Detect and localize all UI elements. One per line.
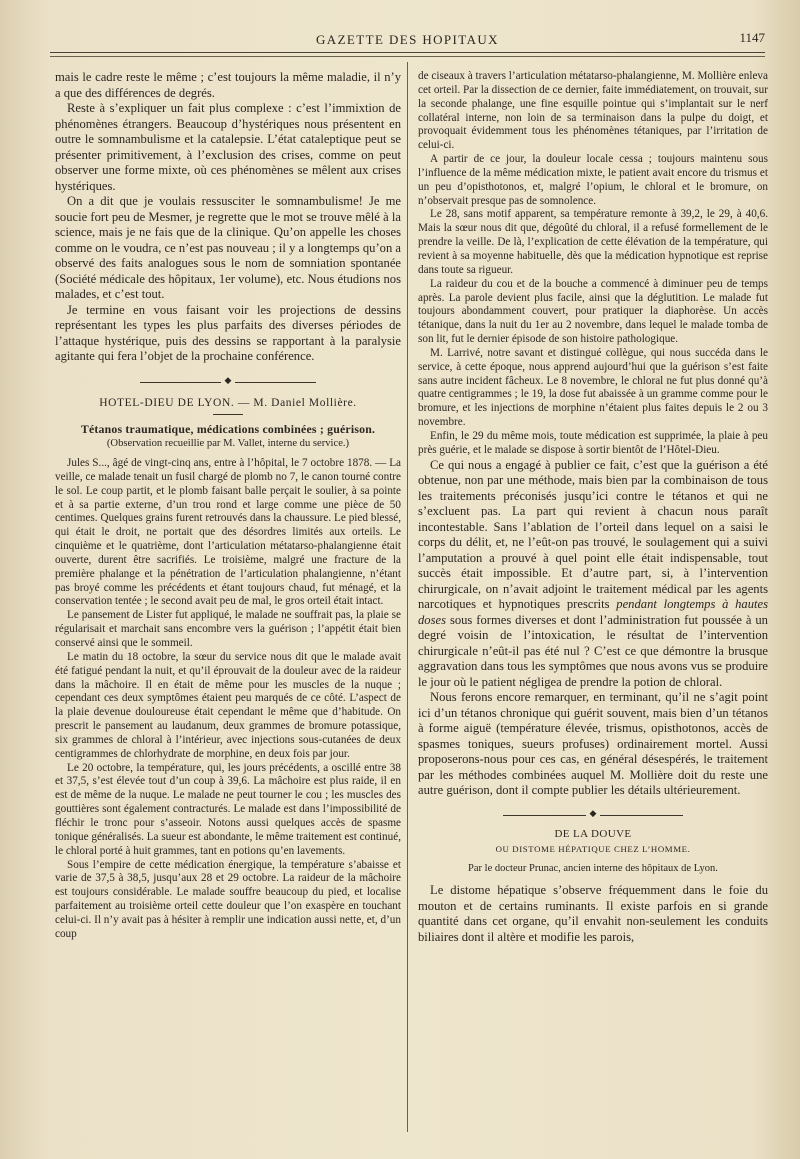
paragraph: On a dit que je voulais ressusciter le somnambulisme! Je me soucie fort peu de Mesmer, je regrette que le mot se trouve mêlé à la science, mais je ne fais que de la clinique. Qu’on appelle les choses comme on le voudra, ce n’est pas nouveau ; il y a longtemps qu’on a observé des faits analogues sous le nom de somniation spontanée (Société médicale des hôpitaux, 1er volume), etc. Nous étudions nos malades, et c’est tout. xyxy=(55,194,401,301)
paragraph: Reste à s’expliquer un fait plus complexe : c’est l’immixtion de phénomènes étrangers. Beaucoup d’hystériques nous présentent en outre le somnambulisme et la catalepsie. L’état cataleptique peut se présenter primitivement, à l’exclusion des crises, comme on peut observer une forme mixte, où ces phénomènes se mêlent aux crises hystériques. xyxy=(55,101,401,193)
paragraph: Le pansement de Lister fut appliqué, le malade ne souffrait pas, la plaie se régularisait et marchait sans encombre vers la guérison ; l’appétit était bien conservé ainsi que le sommeil. xyxy=(55,609,401,649)
section-title: HOTEL-DIEU DE LYON. — M. Daniel Mollière. xyxy=(99,396,357,409)
right-column xyxy=(418,70,768,945)
paragraph-text: Ce qui nous a engagé à publier ce fait, c’est que la guérison a été obtenue, non par une méthode, mais bien par la combinaison de tous les traitements préconisés jusqu’ici contre le tétanos et qui ne s’excluent pas. La part qui revient à chacun nous paraît incontestable. Sans l’ablation de l’orteil dans lequel on a saisi le corps du délit, et, ne l’eût-on pas trouvé, le soulagement qui a suivi l’amputation a prouvé à quel point elle était indispensable, tout succès était impossible. Et d’autre part, si, à l’intervention chirurgicale, on n’avait adjoint le traitement médical par les agents narcotiques et hypnotiques prescrits xyxy=(418,457,768,612)
paragraph: Nous ferons encore remarquer, en terminant, qu’il ne s’agit point ici d’un tétanos chronique qui guérit souvent, mais bien d’un tétanos à forme aiguë (température élevée, trismus, opisthotonos, accès de spasmes toniques, sueurs profuses) ordinairement mortel. Aussi proposerons-nous pour ces cas, en général désespérés, le traitement par les méthodes combinées auquel M. Mollière doit du reste une autre guérison, dont il compte publier les détails ultérieurement. xyxy=(418,690,768,798)
separator-ornament: ◆ xyxy=(418,806,768,824)
journal-title: GAZETTE DES HOPITAUX xyxy=(316,32,499,47)
paragraph: Le matin du 18 octobre, la sœur du service nous dit que le malade avait été fatigué pendant la nuit, et qu’il éprouvait de la douleur avec de la raideur dans la mâchoire. Il en était de même pour les muscles de la nuque ; cependant ces deux symptômes étaient peu marqués de ce côté. L’aspect de la plaie devenue douloureuse était cependant le même que d’habitude. On prescrit le pansement au laudanum, deux grammes de bromure potassique, six grammes de chloral à l’intérieur, avec injections sous-cutanées de deux centigrammes de chlorhydrate de morphine, en deux fois par jour. xyxy=(55,650,401,760)
paragraph: Je termine en vous faisant voir les projections de dessins représentant les types les plus parfaits des diverses périodes de l’attaque hystérique, puis des dessins se rapportant à la paralysie agitante qui fera l’objet de la prochaine conférence. xyxy=(55,302,401,363)
paragraph: La raideur du cou et de la bouche a commencé à diminuer peu de temps après. La parole devient plus facile, ainsi que la déglutition. Le malade fut toujours abondamment couvert, pour pratiquer la diaphorèse. Un accès tétanique, dans la nuit du 1er au 2 novembre, dans lequel le malade tomba de son lit, fut le dernier épisode de son histoire pathologique. xyxy=(418,277,768,346)
case-subtitle: (Observation recueillie par M. Vallet, interne du service.) xyxy=(106,438,350,450)
paragraph: Sous l’empire de cette médication énergique, la température s’abaisse et varie de 37,5 à 38,5, jusqu’aux 28 et 29 octobre. La raideur de la mâchoire est toujours considérable. Le malade souffre beaucoup du pied, et localise parfaitement au troisième orteil cette douleur que l’on exaspère en touchant celui-ci. Il n’y avait pas à hésiter à remplir une indication aussi nette, et, d’un coup xyxy=(55,858,401,940)
article-heading: DE LA DOUVE xyxy=(554,827,632,840)
page-number: 1147 xyxy=(739,30,765,45)
paragraph: Enfin, le 29 du même mois, toute médication est supprimée, la plaie à peu près guérie, et le malade se dispose à sortir bientôt de l’Hôtel-Dieu. xyxy=(418,429,768,456)
separator-ornament: ◆ xyxy=(55,373,401,391)
paragraph: M. Larrivé, notre savant et distingué collègue, qui nous succéda dans le service, à cette époque, nous apprend aujourd’hui que la guérison s’est faite sans autre incident fâcheux. Le 8 novembre, le chloral ne fut plus donné qu’à quatre centigrammes ; le 19, la dose fut abaissée à un gramme comme pour le bromure, et les injections de morphine n’étaient plus faites depuis le 2 ou 3 novembre. xyxy=(418,346,768,429)
paragraph: Le 20 octobre, la température, qui, les jours précédents, a oscillé entre 38 et 37,5, s’est élevée tout d’un coup à 39,6. La mâchoire est plus raide, il en est de même de la nuque. Le malade ne peut tourner le cou ; les muscles des gouttières sont également contracturés. Le malade est dans l’impossibilité de fléchir le tronc pour s’asseoir. Notons aussi quelques accès de spasme tonique généralisés. La sueur est abondante, le même traitement est continué, le chloral porté à huit grammes, tant en potions qu’en lavements. xyxy=(55,761,401,857)
header-rule xyxy=(50,56,765,57)
short-rule xyxy=(213,414,243,415)
paragraph-text: sous formes diverses et dont l’administration fut poussée à un degré voisin de l’intoxication, le résultat de l’intervention chirurgicale n’eût-il pas été nul ? C’est ce que démontre la brusque aggravation dans tous les symptômes que nous avons vus se produire le jour où le patient négligea de prendre la potion de chloral. xyxy=(418,612,768,689)
case-title: Tétanos traumatique, médications combinées ; guérison. xyxy=(80,422,376,437)
paragraph: Jules S..., âgé de vingt-cinq ans, entre à l’hôpital, le 7 octobre 1878. — La veille, ce malade tenait un fusil chargé de plomb no 7, le canon tourné contre le sol. Le coup partit, et le plomb faisant balle perçait le soulier, à sa pointe et à sa partie externe, d’un trou rond et large comme une pièce de 50 centimes. Quelques grains furent retrouvés dans la chaussure. Le pied blessé, qui était le droit, ne portait que des désordres limités aux orteils. Le cinquième et le quatrième, dont l’articulation métatarso-phalangienne était ouverte, durent être sacrifiés. Le troisième, malgré une fracture de la première phalange et la pénétration de l’articulation phalangienne, n’étant pas broyé comme les précédents et étant toujours chaud, fut ménagé, et la conservation tentée ; le second avait peu de mal, le gros orteil était intact. xyxy=(55,457,401,608)
paragraph: Le 28, sans motif apparent, sa température remonte à 39,2, le 29, à 40,6. Mais la sœur nous dit que, dégoûté du chloral, il a refusé formellement de le prendre la veille. De là, l’explication de cette élévation de la température, qui revient à sa moyenne habituelle, dès que la médication hypnotique est reprise dans toute sa rigueur. xyxy=(418,208,768,276)
paragraph: Le distome hépatique s’observe fréquemment dans le foie du mouton et de certains ruminants. Il existe parfois en si grande quantité dans cet organe, qu’il envahit non-seulement les conduits biliaires dont il altère et modifie les parois, xyxy=(418,883,768,944)
page-header xyxy=(50,30,765,53)
paragraph: A partir de ce jour, la douleur locale cessa ; toujours maintenu sous l’influence de la même médication mixte, le patient avait encore du trismus et un peu d’opisthotonos, et, malgré l’opium, le chloral et le bromure, on n’observait presque pas de somnolence. xyxy=(418,153,768,207)
left-column xyxy=(55,70,401,942)
article-subheading: OU DISTOME HÉPATIQUE CHEZ L’HOMME. xyxy=(495,844,691,855)
paragraph: de ciseaux à travers l’articulation métatarso-phalangienne, M. Mollière enleva cet orteil. Par la dissection de ce dernier, faite immédiatement, on trouvait, sur la seconde phalange, une fine esquille pointue qui s’implantait sur le nerf collatéral interne, non loin de sa terminaison dans la pulpe du doigt, et provoquait évidemment tous les phénomènes tétaniques, par l’irritation de celui-ci. xyxy=(418,70,768,152)
article-byline: Par le docteur Prunac, ancien interne des hôpitaux de Lyon. xyxy=(468,863,718,875)
column-divider xyxy=(407,62,408,1132)
emphasis-text: pendant longtemps à hautes doses xyxy=(418,597,768,627)
paragraph xyxy=(418,458,768,691)
paragraph: mais le cadre reste le même ; c’est toujours la même maladie, il n’y a que des différences de degrés. xyxy=(55,70,401,100)
